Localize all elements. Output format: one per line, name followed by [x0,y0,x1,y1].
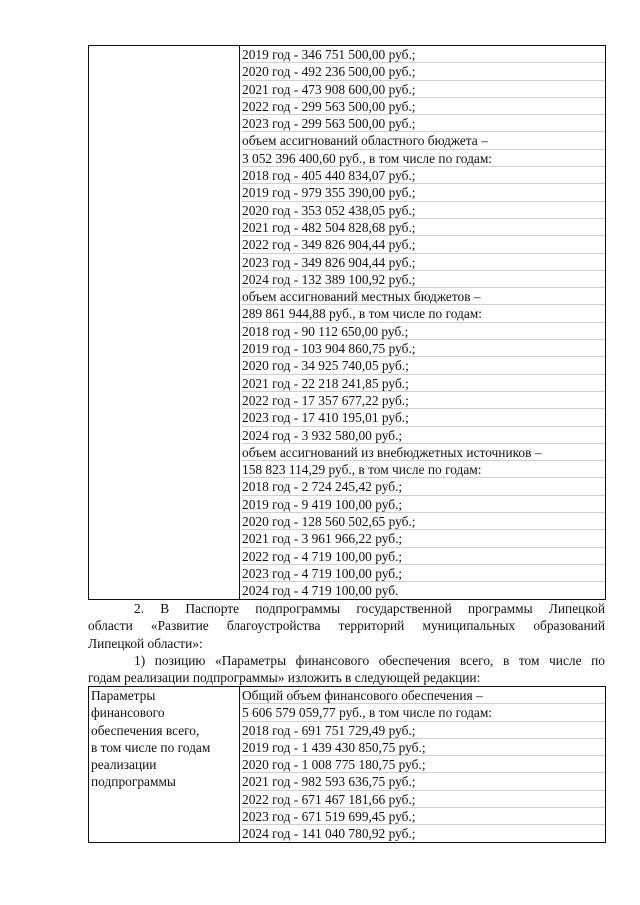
financing-line: 2023 год - 671 519 699,45 руб.; [242,808,605,825]
financing-line: 2019 год - 979 355 390,00 руб.; [242,184,605,201]
financing-line: 2019 год - 1 439 430 850,75 руб.; [242,739,605,756]
financing-line: объем ассигнований областного бюджета – [242,132,605,149]
financing-line: 2018 год - 90 112 650,00 руб.; [242,323,605,340]
financing-line: 2019 год - 346 751 500,00 руб.; [242,46,605,63]
financing-line: 2020 год - 34 925 740,05 руб.; [242,357,605,374]
parameter-name-line: обеспечения всего, [91,722,200,738]
financing-line: 2023 год - 17 410 195,01 руб.; [242,409,605,426]
paragraph-line: 2. В Паспорте подпрограммы государственной программы Липецкой [134,601,605,616]
paragraph-passport-amendment [88,600,605,652]
financing-line: 2021 год - 22 218 241,85 руб.; [242,375,605,392]
financing-line: 158 823 114,29 руб., в том числе по годам: [242,461,605,478]
financing-line: 3 052 396 400,60 руб., в том числе по годам: [242,150,605,167]
financing-line: 2018 год - 405 440 834,07 руб.; [242,167,605,184]
paragraph-line: годам реализации подпрограммы» изложить в следующей редакции: [88,670,481,686]
paragraph-line: области «Развитие благоустройства территорий муниципальных образований [88,618,605,634]
financing-details-cell [240,687,606,843]
financing-line: 2022 год - 299 563 500,00 руб.; [242,98,605,115]
financing-line: 2024 год - 132 389 100,92 руб.; [242,271,605,288]
financing-line: 2024 год - 3 932 580,00 руб.; [242,427,605,444]
financing-line: 2021 год - 482 504 828,68 руб.; [242,219,605,236]
financing-table-continued [88,45,606,600]
parameter-name-line: финансового [91,705,165,721]
financing-line: 2022 год - 671 467 181,66 руб.; [242,791,605,808]
financing-line: 2023 год - 349 826 904,44 руб.; [242,254,605,271]
financing-line: 2020 год - 492 236 500,00 руб.; [242,63,605,80]
financing-details-cell [240,46,606,600]
parameter-name-line: в том числе по годам [91,739,211,755]
financing-line: 2020 год - 1 008 775 180,75 руб.; [242,756,605,773]
financing-line: 2021 год - 3 961 966,22 руб.; [242,530,605,547]
financing-line: 2024 год - 141 040 780,92 руб.; [242,826,416,842]
financing-line: 2024 год - 4 719 100,00 руб. [242,583,399,599]
financing-line: 2022 год - 4 719 100,00 руб.; [242,548,605,565]
table-row [89,687,606,843]
financing-line: объем ассигнований местных бюджетов – [242,288,605,305]
financing-line: 2020 год - 353 052 438,05 руб.; [242,202,605,219]
financing-line: 2022 год - 349 826 904,44 руб.; [242,236,605,253]
subprogram-financing-table [88,686,606,843]
financing-line: 2023 год - 299 563 500,00 руб.; [242,115,605,132]
parameter-name-line: подпрограммы [91,774,176,790]
financing-line: 2019 год - 9 419 100,00 руб.; [242,496,605,513]
financing-line: 2021 год - 473 908 600,00 руб.; [242,81,605,98]
paragraph-line: Липецкой области»: [88,635,203,651]
financing-line: объем ассигнований из внебюджетных источников – [242,444,605,461]
financing-line: 289 861 944,88 руб., в том числе по годам: [242,305,605,322]
financing-line: Общий объем финансового обеспечения – [242,687,605,704]
paragraph-line: 1) позицию «Параметры финансового обеспечения всего, в том числе по [134,653,605,668]
paragraph-position-change [88,652,605,687]
table-cell-empty [89,46,240,600]
parameter-name-line: Параметры [91,688,156,703]
financing-line: 5 606 579 059,77 руб., в том числе по годам: [242,704,605,721]
table-row [89,46,606,600]
parameter-name-line: реализации [91,757,157,773]
financing-line: 2023 год - 4 719 100,00 руб.; [242,565,605,582]
financing-line: 2019 год - 103 904 860,75 руб.; [242,340,605,357]
financing-line: 2021 год - 982 593 636,75 руб.; [242,773,605,790]
financing-line: 2018 год - 691 751 729,49 руб.; [242,722,605,739]
financing-line: 2022 год - 17 357 677,22 руб.; [242,392,605,409]
financing-line: 2020 год - 128 560 502,65 руб.; [242,513,605,530]
financing-line: 2018 год - 2 724 245,42 руб.; [242,478,605,495]
parameter-name-cell [89,687,240,843]
